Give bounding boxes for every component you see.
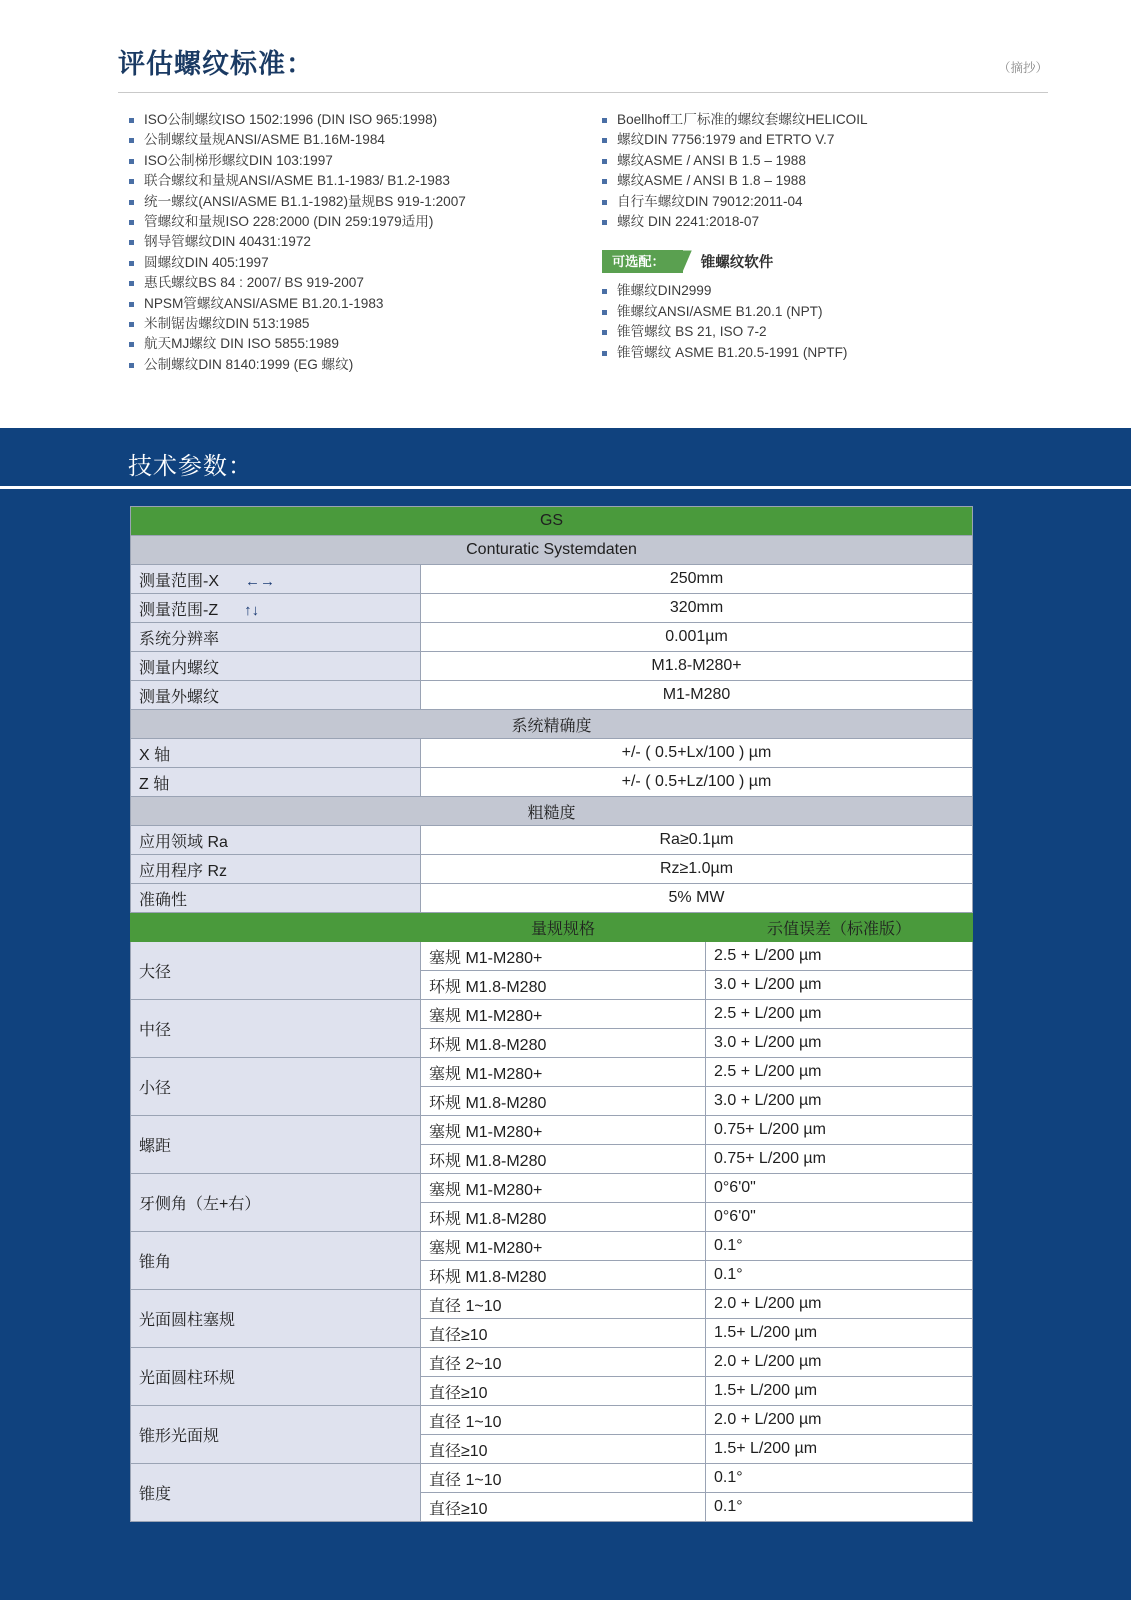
gauge-error-cell: 1.5+ L/200 µm xyxy=(706,1319,973,1348)
gauge-row-label: 牙侧角（左+右） xyxy=(131,1174,421,1232)
list-item: 锥螺纹DIN2999 xyxy=(591,281,1048,301)
gauge-error-cell: 3.0 + L/200 µm xyxy=(706,1087,973,1116)
table-row xyxy=(131,1058,973,1087)
table-row xyxy=(131,565,973,594)
table-row xyxy=(131,1232,973,1261)
table-row-subheader xyxy=(131,536,973,565)
standards-title-row xyxy=(118,48,1048,80)
gauge-error-cell: 3.0 + L/200 µm xyxy=(706,971,973,1000)
table-row xyxy=(131,594,973,623)
table-row-gauge-header xyxy=(131,913,973,942)
list-item: ISO公制梯形螺纹DIN 103:1997 xyxy=(118,151,583,171)
spec-table xyxy=(130,506,973,1522)
table-bottom-spacer xyxy=(0,1522,1131,1600)
table-row xyxy=(131,855,973,884)
list-item: 自行车螺纹DIN 79012:2011-04 xyxy=(591,192,1048,212)
gauge-spec-cell: 直径 2~10 xyxy=(421,1348,706,1377)
list-item: 公制螺纹量规ANSI/ASME B1.16M-1984 xyxy=(118,130,583,150)
section-header-roughness: 粗糙度 xyxy=(131,797,973,826)
list-item: 统一螺纹(ANSI/ASME B1.1-1982)量规BS 919-1:2007 xyxy=(118,192,583,212)
table-row xyxy=(131,1174,973,1203)
table-row xyxy=(131,739,973,768)
standards-column-right xyxy=(583,110,1048,375)
list-item: 锥管螺纹 BS 21, ISO 7-2 xyxy=(591,322,1048,342)
gauge-error-cell: 0.1° xyxy=(706,1464,973,1493)
list-item: 钢导管螺纹DIN 40431:1972 xyxy=(118,232,583,252)
gauge-row-label: 光面圆柱塞规 xyxy=(131,1290,421,1348)
row-label-text: 测量范围-Z xyxy=(139,601,219,619)
gauge-spec-cell: 直径 1~10 xyxy=(421,1290,706,1319)
gauge-error-cell: 0.75+ L/200 µm xyxy=(706,1145,973,1174)
gauge-header-error: 示值误差（标准版） xyxy=(706,913,973,942)
row-value: M1-M280 xyxy=(421,681,973,710)
gauge-error-cell: 0°6'0" xyxy=(706,1174,973,1203)
row-value: +/- ( 0.5+Lz/100 ) µm xyxy=(421,768,973,797)
gauge-spec-cell: 塞规 M1-M280+ xyxy=(421,942,706,971)
optional-badge: 可选配： xyxy=(602,250,683,273)
gauge-error-cell: 0.1° xyxy=(706,1261,973,1290)
arrows-lr-icon: ←→ xyxy=(245,572,276,590)
row-label-text: 测量范围-X xyxy=(139,572,220,590)
gauge-spec-cell: 直径 1~10 xyxy=(421,1464,706,1493)
standards-list-right xyxy=(591,110,1048,232)
gauge-error-cell: 1.5+ L/200 µm xyxy=(706,1435,973,1464)
list-item: 管螺纹和量规ISO 228:2000 (DIN 259:1979适用) xyxy=(118,212,583,232)
table-row xyxy=(131,623,973,652)
gauge-spec-cell: 环规 M1.8-M280 xyxy=(421,971,706,1000)
model-header-cell: GS xyxy=(131,507,973,536)
list-item: 螺纹 DIN 2241:2018-07 xyxy=(591,212,1048,232)
list-item: ISO公制螺纹ISO 1502:1996 (DIN ISO 965:1998) xyxy=(118,110,583,130)
gauge-row-label: 锥度 xyxy=(131,1464,421,1522)
subheader-cell: Conturatic Systemdaten xyxy=(131,536,973,565)
gauge-error-cell: 0.75+ L/200 µm xyxy=(706,1116,973,1145)
gauge-header-blank xyxy=(131,913,421,942)
row-value: Ra≥0.1µm xyxy=(421,826,973,855)
gauge-row-label: 大径 xyxy=(131,942,421,1000)
list-item: 螺纹ASME / ANSI B 1.5 – 1988 xyxy=(591,151,1048,171)
gauge-row-label: 锥形光面规 xyxy=(131,1406,421,1464)
standards-columns xyxy=(118,110,1048,375)
gauge-error-cell: 0.1° xyxy=(706,1232,973,1261)
gauge-spec-cell: 塞规 M1-M280+ xyxy=(421,1116,706,1145)
table-row-section-accuracy xyxy=(131,710,973,739)
gauge-error-cell: 2.5 + L/200 µm xyxy=(706,942,973,971)
row-value: Rz≥1.0µm xyxy=(421,855,973,884)
gauge-spec-cell: 环规 M1.8-M280 xyxy=(421,1261,706,1290)
arrows-ud-icon: ↑↓ xyxy=(244,601,260,619)
row-value: 5% MW xyxy=(421,884,973,913)
gauge-error-cell: 2.5 + L/200 µm xyxy=(706,1000,973,1029)
list-item: 公制螺纹DIN 8140:1999 (EG 螺纹) xyxy=(118,355,583,375)
table-row xyxy=(131,884,973,913)
row-label: 准确性 xyxy=(131,884,421,913)
optional-standards-list xyxy=(591,281,1048,363)
table-row xyxy=(131,652,973,681)
standards-column-left xyxy=(118,110,583,375)
standards-list-left xyxy=(118,110,583,375)
gauge-spec-cell: 塞规 M1-M280+ xyxy=(421,1058,706,1087)
gauge-spec-cell: 直径≥10 xyxy=(421,1435,706,1464)
row-label: 应用程序 Rz xyxy=(131,855,421,884)
table-row xyxy=(131,681,973,710)
list-item: 锥螺纹ANSI/ASME B1.20.1 (NPT) xyxy=(591,302,1048,322)
row-label: 测量内螺纹 xyxy=(131,652,421,681)
gauge-spec-cell: 环规 M1.8-M280 xyxy=(421,1029,706,1058)
gauge-spec-cell: 塞规 M1-M280+ xyxy=(421,1232,706,1261)
row-value: 0.001µm xyxy=(421,623,973,652)
list-item: NPSM管螺纹ANSI/ASME B1.20.1-1983 xyxy=(118,294,583,314)
optional-software-label: 锥螺纹软件 xyxy=(700,255,774,272)
banner-title: 技术参数： xyxy=(128,453,253,480)
list-item: 圆螺纹DIN 405:1997 xyxy=(118,253,583,273)
list-item: 锥管螺纹 ASME B1.20.5-1991 (NPTF) xyxy=(591,343,1048,363)
spec-table-container xyxy=(0,495,1131,1600)
list-item: 惠氏螺纹BS 84 : 2007/ BS 919-2007 xyxy=(118,273,583,293)
section-header-accuracy: 系统精确度 xyxy=(131,710,973,739)
gauge-row-label: 中径 xyxy=(131,1000,421,1058)
list-item: 螺纹ASME / ANSI B 1.8 – 1988 xyxy=(591,171,1048,191)
gauge-spec-cell: 塞规 M1-M280+ xyxy=(421,1000,706,1029)
table-row xyxy=(131,1290,973,1319)
gauge-error-cell: 2.0 + L/200 µm xyxy=(706,1290,973,1319)
table-row xyxy=(131,1116,973,1145)
excerpt-note: （摘抄） xyxy=(997,61,1048,76)
list-item: 螺纹DIN 7756:1979 and ETRTO V.7 xyxy=(591,130,1048,150)
gauge-error-cell: 2.5 + L/200 µm xyxy=(706,1058,973,1087)
row-label: X 轴 xyxy=(131,739,421,768)
row-value: +/- ( 0.5+Lx/100 ) µm xyxy=(421,739,973,768)
gauge-error-cell: 0.1° xyxy=(706,1493,973,1522)
table-row xyxy=(131,768,973,797)
gauge-spec-cell: 直径≥10 xyxy=(421,1319,706,1348)
table-row xyxy=(131,1000,973,1029)
table-row-model-header xyxy=(131,507,973,536)
gauge-spec-cell: 塞规 M1-M280+ xyxy=(421,1174,706,1203)
gauge-error-cell: 2.0 + L/200 µm xyxy=(706,1348,973,1377)
table-row xyxy=(131,1348,973,1377)
row-label: 测量外螺纹 xyxy=(131,681,421,710)
gauge-error-cell: 2.0 + L/200 µm xyxy=(706,1406,973,1435)
table-row xyxy=(131,1464,973,1493)
gauge-error-cell: 1.5+ L/200 µm xyxy=(706,1377,973,1406)
row-label: 系统分辨率 xyxy=(131,623,421,652)
title-divider xyxy=(118,92,1048,93)
table-row xyxy=(131,826,973,855)
gauge-row-label: 螺距 xyxy=(131,1116,421,1174)
gauge-row-label: 锥角 xyxy=(131,1232,421,1290)
table-row xyxy=(131,942,973,971)
row-label: 应用领域 Ra xyxy=(131,826,421,855)
gauge-row-label: 小径 xyxy=(131,1058,421,1116)
gauge-spec-cell: 环规 M1.8-M280 xyxy=(421,1203,706,1232)
row-value: M1.8-M280+ xyxy=(421,652,973,681)
gauge-spec-cell: 直径≥10 xyxy=(421,1493,706,1522)
gauge-spec-cell: 直径≥10 xyxy=(421,1377,706,1406)
gauge-header-spec: 量规规格 xyxy=(421,913,706,942)
table-row-section-roughness xyxy=(131,797,973,826)
gauge-spec-cell: 直径 1~10 xyxy=(421,1406,706,1435)
list-item: 米制锯齿螺纹DIN 513:1985 xyxy=(118,314,583,334)
row-label: Z 轴 xyxy=(131,768,421,797)
standards-section xyxy=(0,0,1131,425)
gauge-row-label: 光面圆柱环规 xyxy=(131,1348,421,1406)
row-label xyxy=(131,565,421,594)
list-item: 航天MJ螺纹 DIN ISO 5855:1989 xyxy=(118,334,583,354)
row-value: 320mm xyxy=(421,594,973,623)
row-value: 250mm xyxy=(421,565,973,594)
optional-software-badge-row xyxy=(591,250,1048,273)
gauge-spec-cell: 环规 M1.8-M280 xyxy=(421,1087,706,1116)
list-item: Boellhoff工厂标准的螺纹套螺纹HELICOIL xyxy=(591,110,1048,130)
table-row xyxy=(131,1406,973,1435)
gauge-error-cell: 3.0 + L/200 µm xyxy=(706,1029,973,1058)
gauge-error-cell: 0°6'0" xyxy=(706,1203,973,1232)
banner-underline xyxy=(0,486,1131,489)
page-title: 评估螺纹标准： xyxy=(118,49,314,79)
gauge-spec-cell: 环规 M1.8-M280 xyxy=(421,1145,706,1174)
row-label xyxy=(131,594,421,623)
list-item: 联合螺纹和量规ANSI/ASME B1.1-1983/ B1.2-1983 xyxy=(118,171,583,191)
tech-params-banner xyxy=(0,425,1131,495)
